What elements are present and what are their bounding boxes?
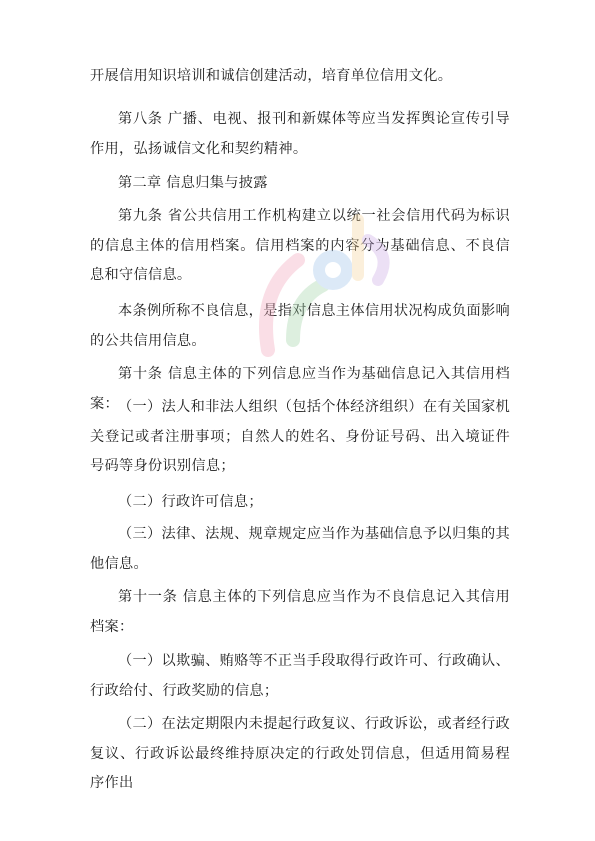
article-10-item-2: （二）行政许可信息； <box>118 494 263 510</box>
article-10-item-1: （一）法人和非法人组织（包括个体经济组织）在有关国家机关登记或者注册事项；自然人的姓名、身份证号码、出入境证件号码等身份识别信息； <box>90 399 510 474</box>
paragraph-bad-info-definition: 本条例所称不良信息，是指对信息主体信用状况构成负面影响的公共信用信息。 <box>90 303 510 349</box>
paragraph-1: 开展信用知识培训和诚信创建活动，培育单位信用文化。 <box>90 68 453 84</box>
article-9: 第九条 省公共信用工作机构建立以统一社会信用代码为标识的信息主体的信用档案。信用档案的内容分为基础信息、不良信息和守信信息。 <box>90 208 510 283</box>
chapter-2-heading: 第二章 信息归集与披露 <box>118 175 268 191</box>
article-11: 第十一条 信息主体的下列信息应当作为不良信息记入其信用档案： <box>90 589 510 635</box>
article-11-item-2: （二）在法定期限内未提起行政复议、行政诉讼，或者经行政复议、行政诉讼最终维持原决定的行政处罚信息，但适用简易程序作出 <box>90 716 510 791</box>
article-10: 第十条 信息主体的下列信息应当作为基础信息记入其信用档案： <box>90 366 510 412</box>
article-10-item-3: （三）法律、法规、规章规定应当作为基础信息予以归集的其他信息。 <box>90 526 510 572</box>
article-11-item-1: （一）以欺骗、贿赂等不正当手段取得行政许可、行政确认、行政给付、行政奖励的信息； <box>90 653 510 699</box>
article-8: 第八条 广播、电视、报刊和新媒体等应当发挥舆论宣传引导作用，弘扬诚信文化和契约精神。 <box>90 111 510 157</box>
